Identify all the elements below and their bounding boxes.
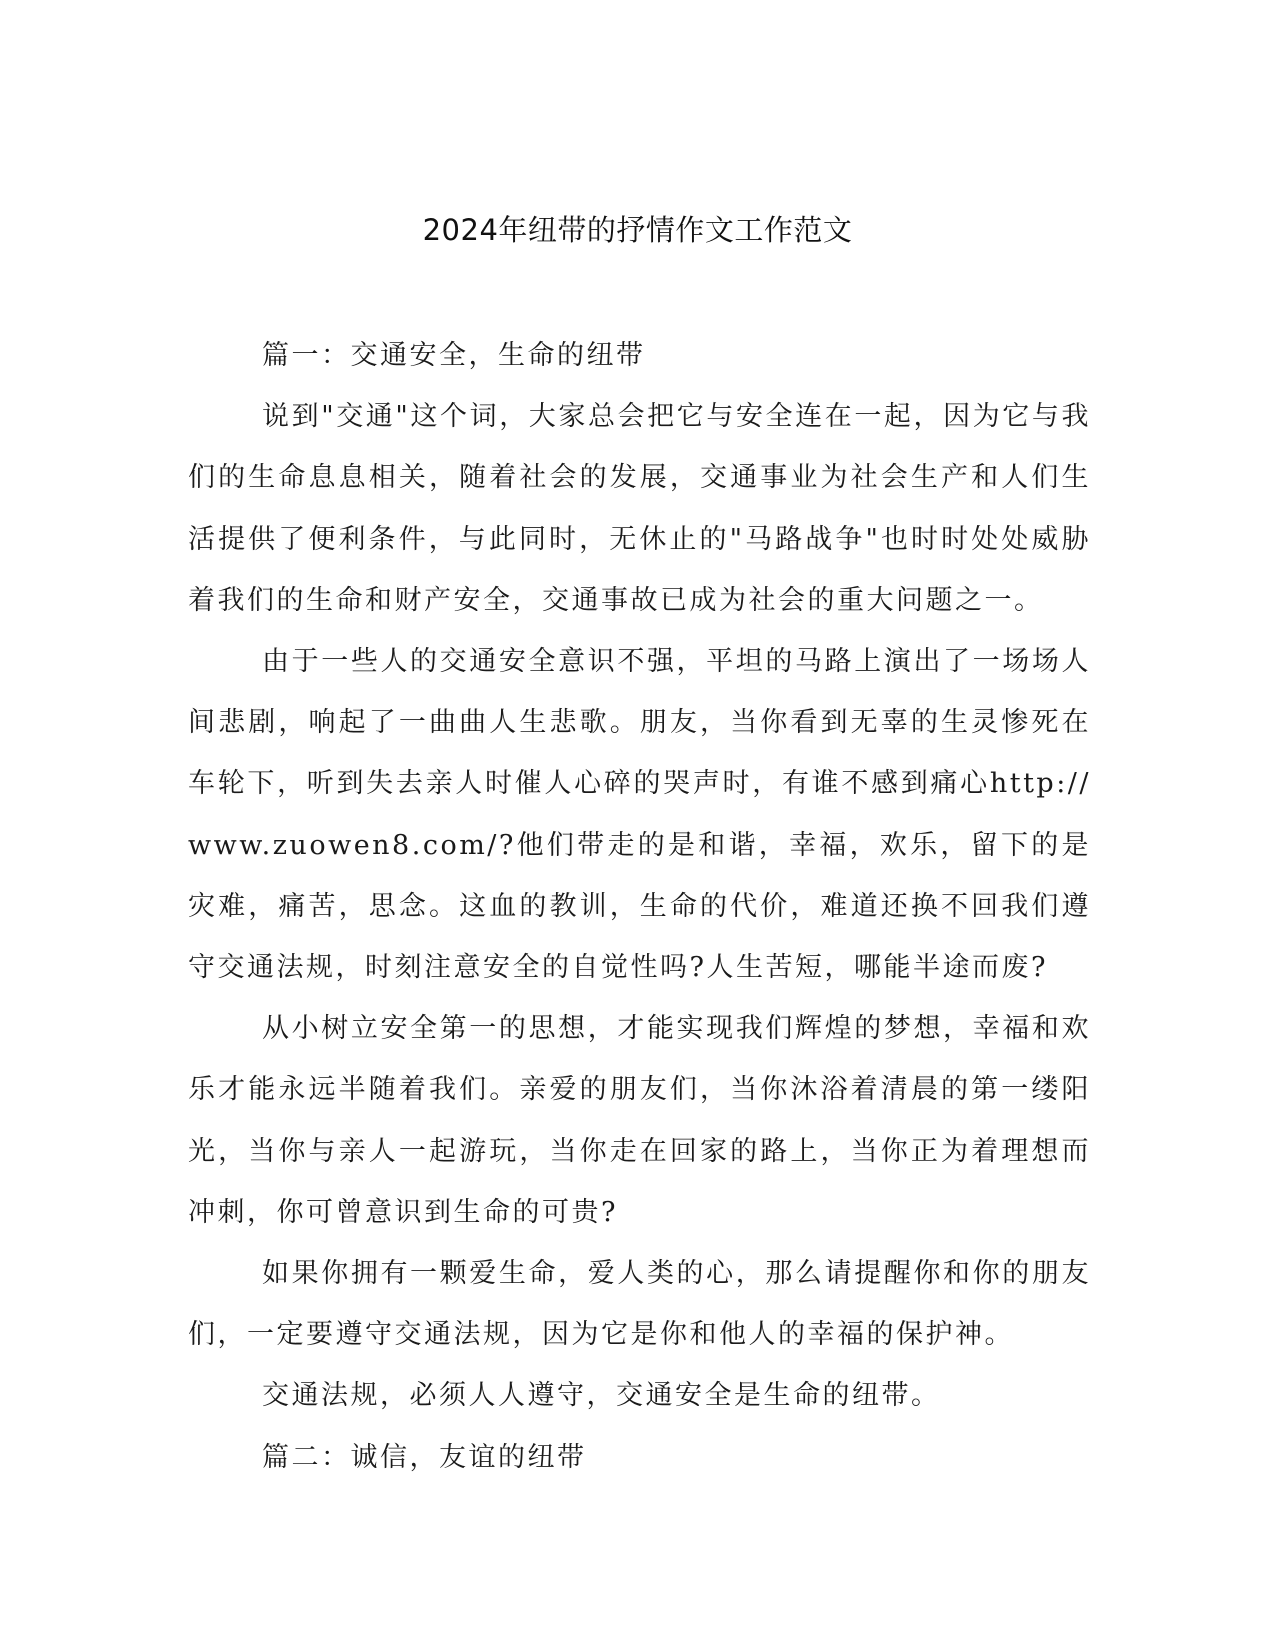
- paragraph-5: 交通法规，必须人人遵守，交通安全是生命的纽带。: [262, 1380, 941, 1412]
- paragraph-4: 如果你拥有一颗爱生命，爱人类的心，那么请提醒你和你的朋友们，一定要遵守交通法规，因为它是你和他人的幸福的保护神。: [188, 1258, 1091, 1351]
- section-heading-2: 篇二：诚信，友谊的纽带: [262, 1441, 587, 1473]
- section-heading-1: 篇一：交通安全，生命的纽带: [262, 340, 646, 371]
- document-body: [188, 325, 1091, 1488]
- paragraph-2: 由于一些人的交通安全意识不强，平坦的马路上演出了一场场人间悲剧，响起了一曲曲人生悲歌。朋友，当你看到无辜的生灵惨死在车轮下，听到失去亲人时催人心碎的哭声时，有谁不感到痛心http://www.zuowen8.com/?他们带走的是和谐，幸福，欢乐，留下的是灾难，痛苦，思念。这血的教训，生命的代价，难道还换不回我们遵守交通法规，时刻注意安全的自觉性吗?人生苦短，哪能半途而废?: [188, 646, 1091, 984]
- paragraph-3: 从小树立安全第一的思想，才能实现我们辉煌的梦想，幸福和欢乐才能永远半随着我们。亲爱的朋友们，当你沐浴着清晨的第一缕阳光，当你与亲人一起游玩，当你走在回家的路上，当你正为着理想而冲刺，你可曾意识到生命的可贵?: [188, 1013, 1091, 1228]
- paragraph-1: 说到"交通"这个词，大家总会把它与安全连在一起，因为它与我们的生命息息相关，随着社会的发展，交通事业为社会生产和人们生活提供了便利条件，与此同时，无休止的"马路战争"也时时处处威胁着我们的生命和财产安全，交通事故已成为社会的重大问题之一。: [188, 401, 1091, 616]
- document-title: 2024年纽带的抒情作文工作范文: [422, 213, 853, 247]
